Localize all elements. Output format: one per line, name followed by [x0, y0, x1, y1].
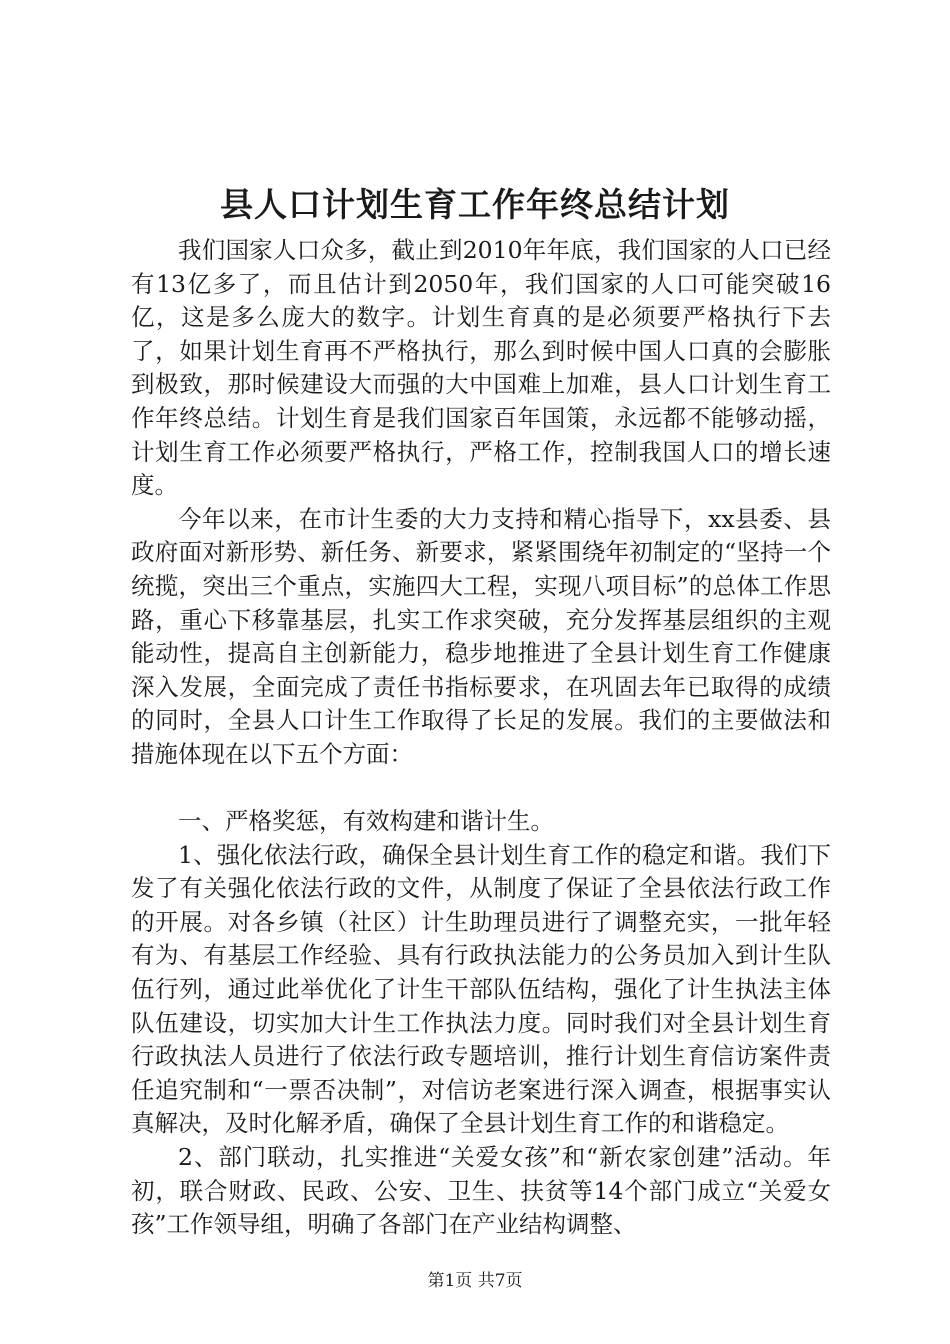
paragraph-item-1: 1、强化依法行政，确保全县计划生育工作的稳定和谐。我们下发了有关强化依法行政的文件，从制度了保证了全县依法行政工作的开展。对各乡镇（社区）计生助理员进行了调整充实，一批年轻有为、有基层工作经验、具有行政执法能力的公务员加入到计生队伍行列，通过此举优化了计生干部队伍结构，强化了计生执法主体队伍建设，切实加大计生工作执法力度。同时我们对全县计划生育行政执法人员进行了依法行政专题培训，推行计划生育信访案件责任追究制和“一票否决制”，对信访老案进行深入调查，根据事实认真解决，及时化解矛盾，确保了全县计划生育工作的和谐稳定。 [131, 840, 831, 1138]
paragraph-intro: 我们国家人口众多，截止到2010年年底，我们国家的人口已经有13亿多了，而且估计到2050年，我们国家的人口可能突破16亿，这是多么庞大的数字。计划生育真的是必须要严格执行下去了，如果计划生育再不严格执行，那么到时候中国人口真的会膨胀到极致，那时候建设大而强的大中国难上加难，县人口计划生育工作年终总结。计划生育是我们国家百年国策，永远都不能够动摇，计划生育工作必须要严格执行，严格工作，控制我国人口的增长速度。 [131, 236, 831, 500]
document-title: 县人口计划生育工作年终总结计划 [220, 185, 730, 224]
document-body [131, 234, 831, 1242]
paragraph-overview: 今年以来，在市计生委的大力支持和精心指导下，xx县委、县政府面对新形势、新任务、新要求，紧紧围绕年初制定的“坚持一个统揽，突出三个重点，实施四大工程，实现八项目标”的总体工作思路，重心下移靠基层，扎实工作求突破，充分发挥基层组织的主观能动性，提高自主创新能力，稳步地推进了全县计划生育工作健康深入发展，全面完成了责任书指标要求，在巩固去年已取得的成绩的同时，全县人口计生工作取得了长足的发展。我们的主要做法和措施体现在以下五个方面： [131, 504, 831, 768]
section-heading-1: 一、严格奖惩，有效构建和谐计生。 [178, 807, 554, 836]
page-footer: 第1页 共7页 [427, 1271, 523, 1291]
paragraph-item-2: 2、部门联动，扎实推进“关爱女孩”和“新农家创建”活动。年初，联合财政、民政、公安、卫生、扶贫等14个部门成立“关爱女孩”工作领导组，明确了各部门在产业结构调整、 [131, 1143, 831, 1239]
